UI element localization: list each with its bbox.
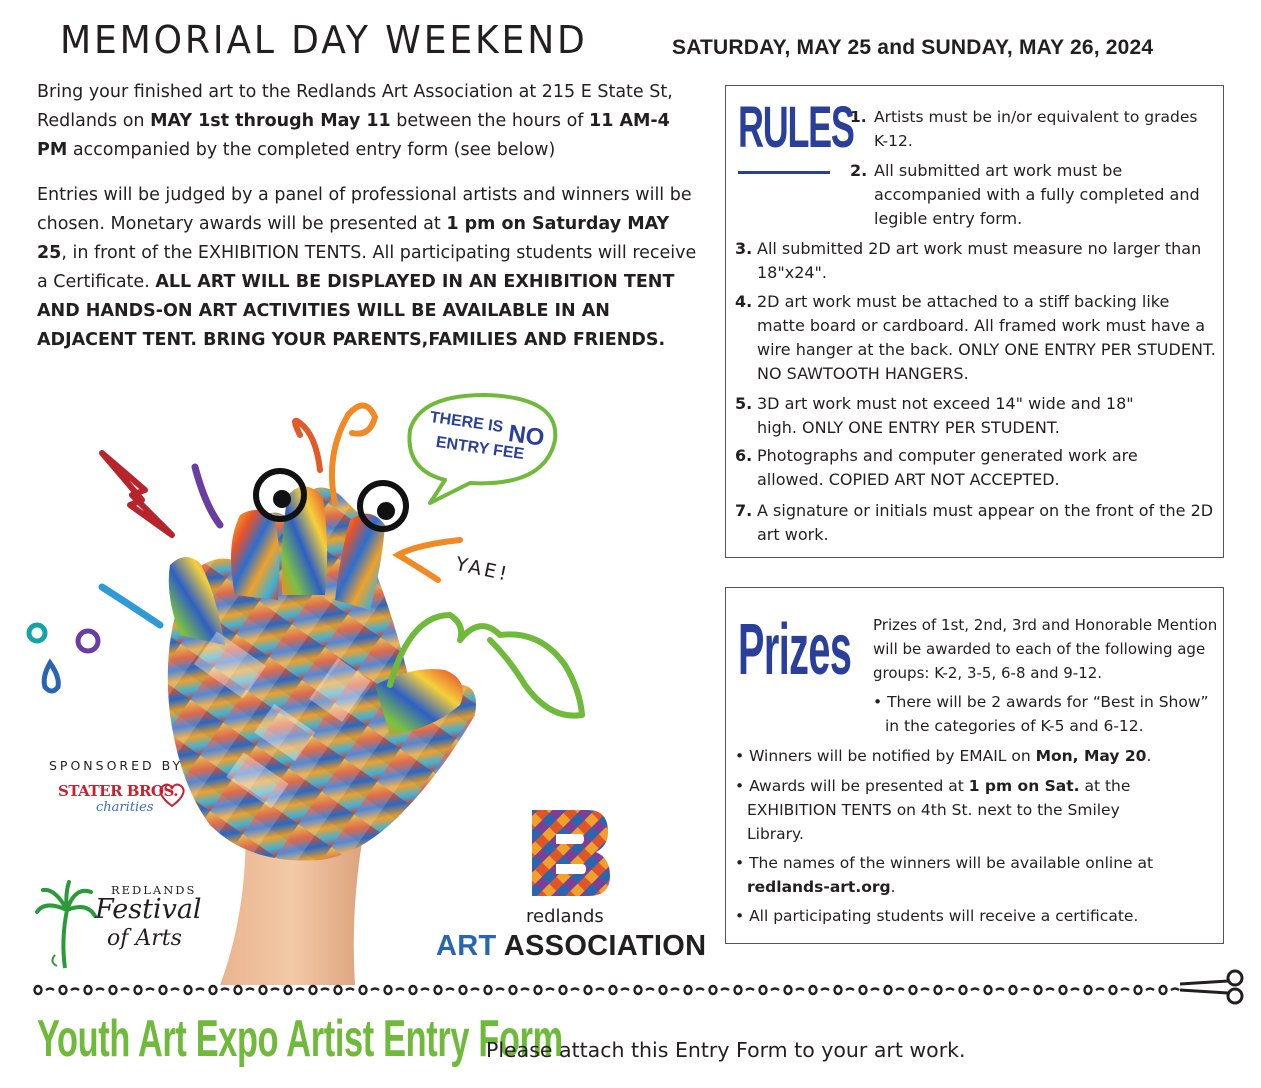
cut-line-dot — [510, 986, 517, 994]
rule-text: Photographs and computer generated work are allowed. COPIED ART NOT ACCEPTED. — [757, 446, 1138, 489]
rule-number: 1. — [850, 108, 867, 126]
right-eye — [360, 483, 406, 529]
intro-bold-hours: 11 AM-4 PM — [37, 111, 670, 160]
cut-line-dot — [60, 986, 67, 994]
cut-line-dash — [846, 989, 854, 991]
cut-line-dot — [535, 986, 542, 994]
cut-line-dash — [821, 989, 829, 991]
cut-line-dot — [760, 986, 767, 994]
stater-bros-charities: charities — [96, 800, 154, 815]
sponsored-by-label: SPONSORED BY — [49, 758, 184, 773]
cut-line-dot — [1110, 986, 1117, 994]
cut-line-dash — [71, 989, 79, 991]
prizes-names — [735, 851, 1190, 899]
scissors-icon — [1180, 971, 1242, 1003]
rule-number: 5. — [735, 394, 753, 413]
cut-line-dash — [921, 989, 929, 991]
association-name — [436, 930, 706, 963]
cut-line-dash — [546, 989, 554, 991]
cut-line-dot — [335, 986, 342, 994]
teal-circle-doodle — [29, 625, 45, 641]
cut-line-dot — [635, 986, 642, 994]
cut-line-dash — [771, 989, 779, 991]
cut-line-dot — [935, 986, 942, 994]
cut-line-dot — [235, 986, 242, 994]
ring-finger — [231, 510, 279, 600]
cut-line-dash — [1071, 989, 1079, 991]
prizes-intro: Prizes of 1st, 2nd, 3rd and Honorable Mention will be awarded to each of the following age groups: K-2, 3-5, 6-8 and 9-12. — [873, 616, 1218, 682]
cut-line-dot — [835, 986, 842, 994]
rule-item — [850, 159, 1210, 231]
cut-line-dot — [585, 986, 592, 994]
cut-line-dash — [971, 989, 979, 991]
cut-line-dot — [485, 986, 492, 994]
cut-line-dot — [410, 986, 417, 994]
cut-line-dash — [196, 989, 204, 991]
prizes-certificate: • All participating students will receive a certificate. — [735, 907, 1139, 925]
rule-number: 2. — [850, 161, 868, 180]
prizes-best-in-show: • There will be 2 awards for “Best in Show” in the categories of K-5 and 6-12. — [873, 693, 1209, 735]
cut-line-dash — [721, 989, 729, 991]
orange-curl-doodle — [295, 421, 320, 470]
cut-line-dot — [1010, 986, 1017, 994]
festival-redlands: REDLANDS — [111, 883, 197, 897]
cut-line-dash — [796, 989, 804, 991]
prize-text-span: • The names of the winners will be available online at — [735, 854, 1154, 872]
purple-circle-doodle — [78, 631, 98, 651]
entry-form-note: Please attach this Entry Form to your art work. — [486, 1038, 966, 1062]
cut-line-dot — [1060, 986, 1067, 994]
cut-line-dot — [210, 986, 217, 994]
cut-line-dash — [596, 989, 604, 991]
prize-text-span: . — [890, 878, 896, 896]
cut-line-dot — [1085, 986, 1092, 994]
cut-line-dot — [560, 986, 567, 994]
intro-text-span: between the hours of — [390, 111, 590, 131]
rule-item — [735, 290, 1217, 386]
cut-line-dash — [1096, 989, 1104, 991]
heart-icon — [158, 782, 186, 808]
cut-line-dot — [985, 986, 992, 994]
cut-line-dash — [371, 989, 379, 991]
rule-text: All submitted 2D art work must measure no larger than 18"x24". — [757, 239, 1202, 282]
cut-line-dot — [360, 986, 367, 994]
page-header — [60, 18, 1240, 68]
stater-bros-name: STATER BROS. — [58, 782, 179, 800]
dashed-cut-line — [30, 968, 1255, 1008]
entry-form-title: Youth Art Expo Artist Entry Form — [37, 1010, 563, 1068]
cut-line-dash — [96, 989, 104, 991]
prizes-box — [725, 587, 1224, 944]
cut-line-dash — [221, 989, 229, 991]
rule-text: A signature or initials must appear on the front of the 2D art work. — [757, 501, 1214, 544]
cut-line-dash — [446, 989, 454, 991]
cut-line-dot — [685, 986, 692, 994]
cut-line-dash — [46, 989, 54, 991]
cut-line-dash — [346, 989, 354, 991]
festival-word: Festival — [95, 894, 202, 925]
rule-number: 4. — [735, 292, 753, 311]
cut-line-dash — [696, 989, 704, 991]
orange-chevron-doodle — [398, 540, 460, 580]
cut-line-dashes — [35, 986, 1180, 994]
rule-item — [850, 105, 1210, 153]
stater-bros-logo — [58, 782, 188, 822]
prize-award-time: 1 pm on Sat. — [968, 777, 1080, 795]
cut-line-dot — [185, 986, 192, 994]
cut-line-dot — [710, 986, 717, 994]
rule-item — [735, 237, 1215, 285]
cut-line-dash — [571, 989, 579, 991]
cut-line-dot — [135, 986, 142, 994]
cut-line-dot — [910, 986, 917, 994]
cut-line-dash — [146, 989, 154, 991]
cut-line-dash — [871, 989, 879, 991]
cut-line-dot — [35, 986, 42, 994]
prize-text-span: at the EXHIBITION TENTS on 4th St. next to the Smiley Library. — [747, 777, 1131, 843]
cut-line-dot — [110, 986, 117, 994]
cut-line-dot — [1035, 986, 1042, 994]
intro-paragraph-2 — [37, 181, 702, 355]
cut-line-dot — [435, 986, 442, 994]
art-association-logo-icon — [528, 806, 612, 900]
cut-line-dash — [521, 989, 529, 991]
intro-text — [37, 78, 702, 371]
cut-line-dash — [1171, 989, 1179, 991]
cut-line-dot — [385, 986, 392, 994]
rule-text: Artists must be in/or equivalent to grades K-12. — [874, 108, 1198, 150]
prizes-awards — [735, 774, 1135, 846]
cut-line-dash — [496, 989, 504, 991]
rule-item — [735, 444, 1185, 492]
rule-item — [735, 499, 1217, 547]
prizes-heading: Prizes — [738, 610, 852, 690]
rule-text: 3D art work must not exceed 14" wide and 18" high. ONLY ONE ENTRY PER STUDENT. — [757, 394, 1134, 437]
rule-number: 6. — [735, 446, 753, 465]
intro-bold-dates: MAY 1st through May 11 — [150, 111, 391, 131]
association-redlands: redlands — [526, 906, 604, 927]
cut-line-dot — [885, 986, 892, 994]
cut-line-dash — [121, 989, 129, 991]
cut-line-dash — [296, 989, 304, 991]
blue-stroke-doodle — [102, 587, 160, 625]
prize-text-span: . — [1146, 747, 1152, 765]
cut-line-dash — [171, 989, 179, 991]
cut-line-dot — [810, 986, 817, 994]
cut-line-dash — [246, 989, 254, 991]
cut-line-dot — [85, 986, 92, 994]
rules-box — [725, 85, 1224, 558]
intro-paragraph-1 — [37, 78, 702, 165]
cut-line-dash — [421, 989, 429, 991]
bubble-text-line2: ENTRY FEE — [434, 433, 526, 464]
cut-line-dash — [1146, 989, 1154, 991]
cut-line-dot — [785, 986, 792, 994]
prizes-notify — [735, 744, 1215, 768]
bubble-text-line1: THERE IS — [428, 408, 505, 437]
cut-line-dash — [746, 989, 754, 991]
rule-item — [735, 392, 1145, 440]
event-dates: SATURDAY, MAY 25 and SUNDAY, MAY 26, 2024 — [672, 36, 1154, 59]
intro-text-span: Bring your finished art to the Redlands Art Association at 215 E State St, Redlands on — [37, 82, 673, 131]
cut-line-dash — [1046, 989, 1054, 991]
cut-line-dot — [260, 986, 267, 994]
bubble-text-no: NO — [506, 420, 547, 452]
cut-line-dash — [946, 989, 954, 991]
cut-line-dot — [610, 986, 617, 994]
rules-underline — [738, 171, 830, 174]
cut-line-dash — [396, 989, 404, 991]
cut-line-dot — [735, 986, 742, 994]
cut-line-dash — [646, 989, 654, 991]
cut-line-dash — [896, 989, 904, 991]
cut-line-dot — [960, 986, 967, 994]
rule-text: All submitted art work must be accompanied with a fully completed and legible entry form. — [874, 161, 1200, 228]
association-word: ASSOCIATION — [503, 930, 707, 962]
rule-number: 7. — [735, 501, 753, 520]
cut-line-dot — [860, 986, 867, 994]
rule-number: 3. — [735, 239, 753, 258]
intro-text-span: , in front of the EXHIBITION TENTS. All participating students will receive a Certificate. — [37, 243, 697, 292]
cut-line-dash — [996, 989, 1004, 991]
festival-of-arts: of Arts — [107, 926, 182, 951]
cut-line-dash — [621, 989, 629, 991]
cut-line-dash — [671, 989, 679, 991]
website-link[interactable]: redlands-art.org — [747, 878, 891, 896]
cut-line-dash — [471, 989, 479, 991]
cut-line-dash — [271, 989, 279, 991]
cut-line-dot — [285, 986, 292, 994]
association-art-word: ART — [436, 930, 497, 962]
cut-line-dot — [310, 986, 317, 994]
lightning-doodle — [102, 453, 172, 535]
prize-text-span: • Awards will be presented at — [735, 777, 969, 795]
purple-stroke-doodle — [195, 467, 220, 525]
rules-heading: RULES — [738, 95, 854, 160]
prize-notify-date: Mon, May 20 — [1035, 747, 1147, 765]
blue-drop-doodle — [44, 663, 58, 691]
cut-line-dash — [1121, 989, 1129, 991]
cut-line-dot — [460, 986, 467, 994]
page-title: MEMORIAL DAY WEEKEND — [60, 18, 588, 62]
palm-tree-icon — [35, 880, 97, 970]
cut-line-dash — [321, 989, 329, 991]
intro-bold-display-note: ALL ART WILL BE DISPLAYED IN AN EXHIBITION TENT AND HANDS-ON ART ACTIVITIES WILL BE AVAILABLE IN AN ADJACENT TENT. BRING YOUR PARENTS,FAMILIES AND FRIENDS. — [37, 272, 675, 350]
yae-text: YAE! — [453, 552, 512, 586]
intro-bold-award-time: 1 pm on Saturday MAY 25 — [37, 214, 670, 263]
festival-of-arts-logo — [35, 880, 235, 970]
cut-line-dot — [160, 986, 167, 994]
prize-text-span: • Winners will be notified by EMAIL on — [735, 747, 1036, 765]
cut-line-dot — [1135, 986, 1142, 994]
speech-bubble — [409, 395, 555, 503]
cut-line-dash — [1021, 989, 1029, 991]
cut-line-dot — [660, 986, 667, 994]
rule-text: 2D art work must be attached to a stiff backing like matte board or cardboard. All framed work must have a wire hanger at the back. ONLY ONE ENTRY PER STUDENT. NO SAWTOOTH HANGERS. — [757, 292, 1216, 383]
intro-text-span: Entries will be judged by a panel of professional artists and winners will be chosen. Monetary awards will be presented at — [37, 185, 692, 234]
intro-text-span: accompanied by the completed entry form (see below) — [67, 140, 556, 160]
cut-line-dot — [1160, 986, 1167, 994]
